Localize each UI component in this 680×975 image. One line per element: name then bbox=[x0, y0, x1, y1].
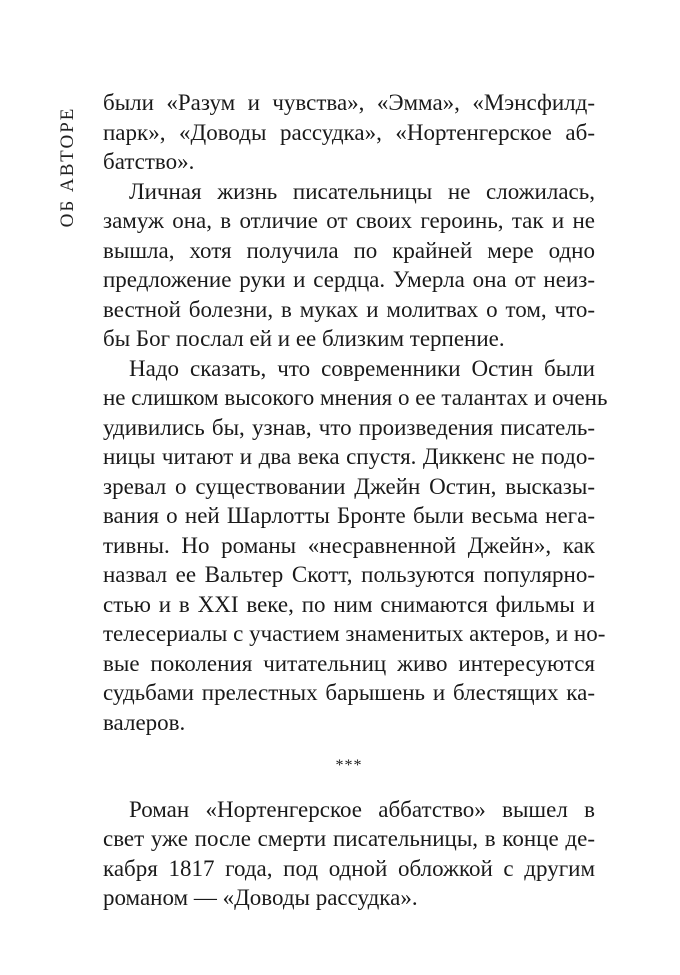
paragraph-3 bbox=[103, 354, 608, 738]
text-line: предложение руки и сердца. Умерла она от неиз- bbox=[103, 267, 595, 292]
text-line: Личная жизнь писательницы не сложилась, bbox=[129, 178, 595, 204]
text-line: ницы читают и два века спустя. Диккенс не подо- bbox=[103, 444, 595, 469]
text-line: назвал ее Вальтер Скотт, пользуются популярно- bbox=[103, 562, 595, 587]
text-line: не слишком высокого мнения о ее талантах и очень bbox=[103, 385, 608, 410]
section-separator: *** bbox=[335, 757, 363, 774]
text-line: батство». bbox=[103, 149, 195, 174]
text-line: романом — «Доводы рассудка». bbox=[103, 885, 418, 910]
text-line: зревал о существовании Джейн Остин, высказы- bbox=[103, 473, 595, 499]
text-line: парк», «Доводы рассудка», «Нортенгерское аб- bbox=[103, 119, 595, 145]
text-line: вышла, хотя получила по крайней мере одно bbox=[103, 237, 595, 263]
section-header-text: ОБ АВТОРЕ bbox=[57, 106, 78, 228]
text-line: стью и в XXI веке, по ним снимаются фильмы и bbox=[103, 591, 595, 617]
text-line: Надо сказать, что современники Остин были bbox=[129, 355, 595, 381]
page-text bbox=[103, 88, 608, 913]
text-line: валеров. bbox=[103, 709, 186, 735]
paragraph-2 bbox=[103, 177, 595, 354]
text-line: свет уже после смерти писательницы, в конце де- bbox=[103, 826, 595, 851]
text-line: бы Бог послал ей и ее близким терпение. bbox=[103, 326, 505, 351]
paragraph-1 bbox=[103, 88, 595, 177]
text-line: были «Разум и чувства», «Эмма», «Мэнсфилд- bbox=[103, 90, 595, 115]
text-line: вестной болезни, в муках и молитвах о том, что- bbox=[103, 296, 595, 322]
running-section-header bbox=[56, 92, 80, 242]
text-line: удивились бы, узнав, что произведения писатель- bbox=[103, 414, 595, 440]
paragraph-closing bbox=[103, 795, 595, 913]
text-line: судьбами прелестных барышень и блестящих ка- bbox=[103, 680, 595, 705]
text-line: кабря 1817 года, под одной обложкой с другим bbox=[103, 855, 595, 881]
text-line: замуж она, в отличие от своих героинь, так и не bbox=[103, 208, 595, 233]
text-line: тивны. Но романы «несравненной Джейн», как bbox=[103, 532, 595, 558]
text-line: вые поколения читательниц живо интересуются bbox=[103, 650, 595, 676]
text-line: Роман «Нортенгерское аббатство» вышел в bbox=[129, 796, 595, 822]
text-line: вания о ней Шарлотты Бронте были весьма нега- bbox=[103, 503, 595, 528]
text-line: телесериалы с участием знаменитых актеров, и но- bbox=[103, 621, 606, 646]
